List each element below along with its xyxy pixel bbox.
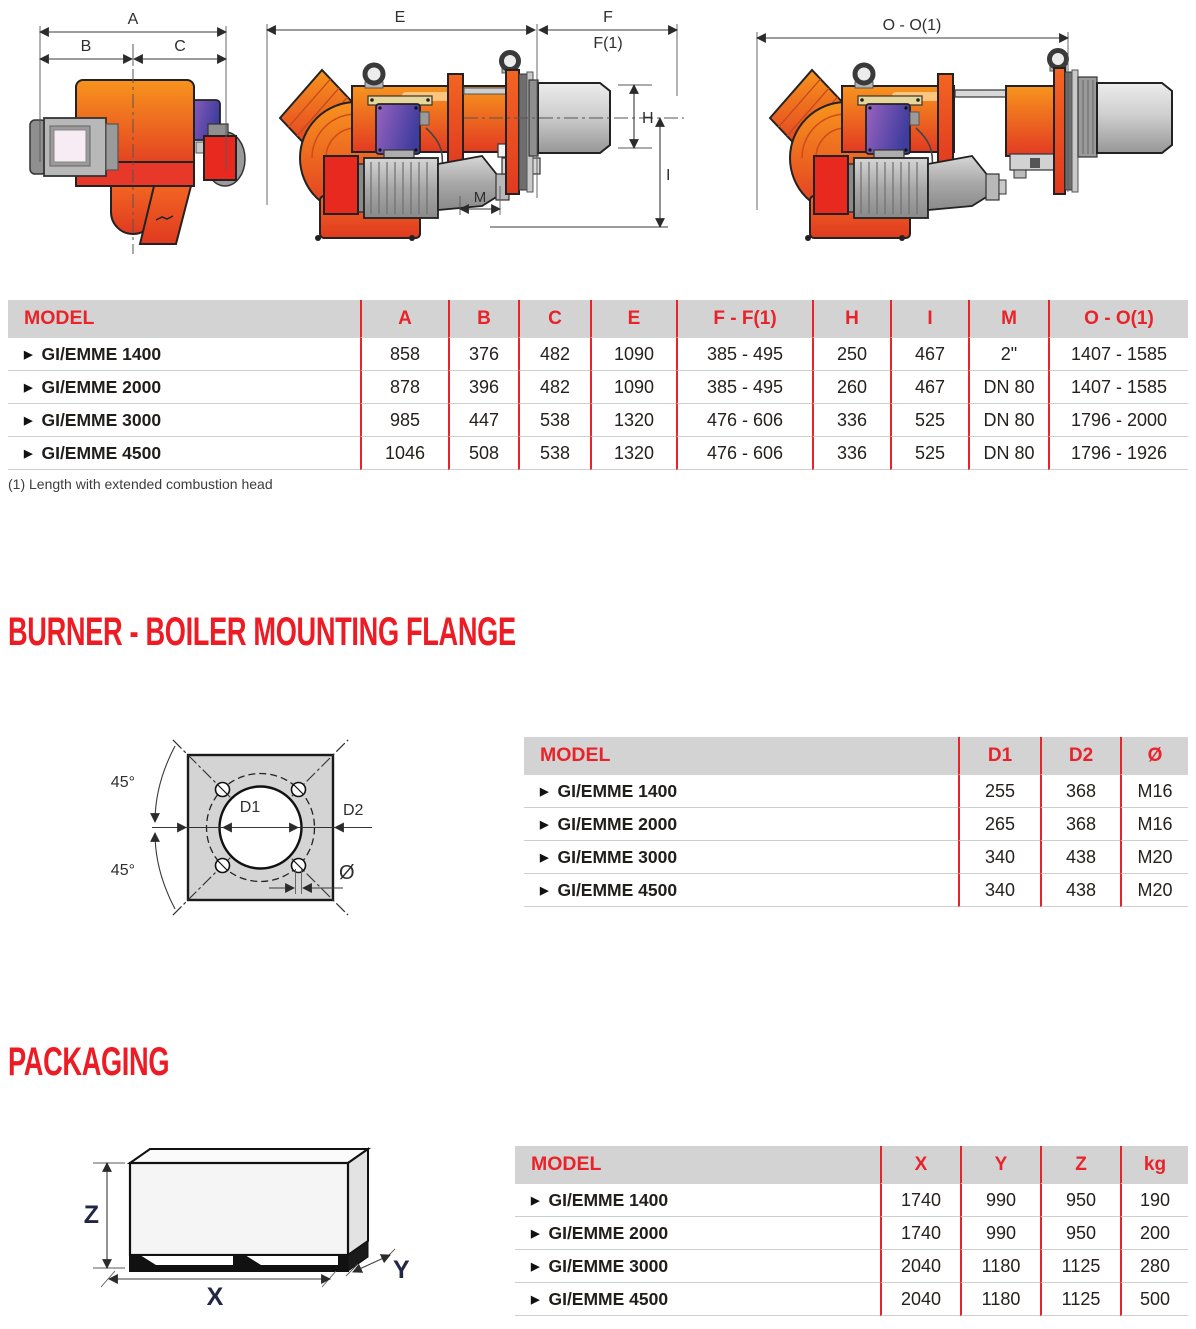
pack-x-label: X bbox=[206, 1283, 224, 1311]
value-cell: 1090 bbox=[590, 338, 676, 371]
value-cell: 438 bbox=[1040, 874, 1120, 907]
dim-label-f: F bbox=[603, 9, 613, 26]
dim-label-i: I bbox=[666, 167, 671, 184]
col-header-h: H bbox=[812, 300, 890, 338]
packaging-section-heading: PACKAGING bbox=[8, 1040, 170, 1084]
col-header-kg: kg bbox=[1120, 1146, 1188, 1184]
model-cell: ▶ GI/EMME 4500 bbox=[515, 1283, 880, 1316]
model-cell: ▶ GI/EMME 3000 bbox=[524, 841, 958, 874]
packaging-box-diagram bbox=[55, 1113, 480, 1325]
packaging-table bbox=[515, 1146, 1188, 1316]
burner-side-body bbox=[280, 53, 610, 242]
mounting-flange-diagram bbox=[55, 712, 420, 924]
dim-label-h: H bbox=[642, 110, 654, 127]
value-cell: 368 bbox=[1040, 808, 1120, 841]
dim-label-a: A bbox=[127, 11, 139, 28]
dim-label-m: M bbox=[473, 189, 487, 206]
dimensions-table bbox=[8, 300, 1188, 470]
col-header-x: X bbox=[880, 1146, 960, 1184]
value-cell: DN 80 bbox=[968, 437, 1048, 470]
value-cell: 482 bbox=[518, 338, 590, 371]
value-cell: M20 bbox=[1120, 874, 1188, 907]
value-cell: 1125 bbox=[1040, 1283, 1120, 1316]
triangle-bullet-icon: ▶ bbox=[540, 785, 549, 798]
model-cell: ▶ GI/EMME 2000 bbox=[524, 808, 958, 841]
value-cell: 1125 bbox=[1040, 1250, 1120, 1283]
model-cell: ▶ GI/EMME 2000 bbox=[8, 371, 360, 404]
value-cell: 255 bbox=[958, 775, 1040, 808]
col-header-c: C bbox=[518, 300, 590, 338]
col-header-model: MODEL bbox=[8, 300, 360, 338]
value-cell: 280 bbox=[1120, 1250, 1188, 1283]
value-cell: 525 bbox=[890, 437, 968, 470]
value-cell: 1180 bbox=[960, 1250, 1040, 1283]
value-cell: 1407 - 1585 bbox=[1048, 371, 1188, 404]
value-cell: 336 bbox=[812, 437, 890, 470]
col-header-b: B bbox=[448, 300, 518, 338]
value-cell: 950 bbox=[1040, 1184, 1120, 1217]
flange-table bbox=[524, 737, 1188, 907]
model-cell: ▶ GI/EMME 3000 bbox=[515, 1250, 880, 1283]
dim-label-o-o1: O - O(1) bbox=[882, 17, 942, 34]
value-cell: 525 bbox=[890, 404, 968, 437]
burner-extended-view-drawing bbox=[742, 0, 1194, 260]
value-cell: 878 bbox=[360, 371, 448, 404]
triangle-bullet-icon: ▶ bbox=[531, 1194, 540, 1207]
col-header-y: Y bbox=[960, 1146, 1040, 1184]
value-cell: 1796 - 2000 bbox=[1048, 404, 1188, 437]
model-cell: ▶ GI/EMME 4500 bbox=[8, 437, 360, 470]
value-cell: 396 bbox=[448, 371, 518, 404]
value-cell: 482 bbox=[518, 371, 590, 404]
burner-side-view-drawing bbox=[252, 0, 687, 260]
model-cell: ▶ GI/EMME 1400 bbox=[515, 1184, 880, 1217]
value-cell: 1320 bbox=[590, 404, 676, 437]
value-cell: 376 bbox=[448, 338, 518, 371]
flange-section-heading: BURNER - BOILER MOUNTING FLANGE bbox=[8, 610, 516, 654]
value-cell: 2" bbox=[968, 338, 1048, 371]
triangle-bullet-icon: ▶ bbox=[24, 348, 33, 361]
value-cell: 2040 bbox=[880, 1250, 960, 1283]
value-cell: M16 bbox=[1120, 775, 1188, 808]
col-header-z: Z bbox=[1040, 1146, 1120, 1184]
value-cell: 950 bbox=[1040, 1217, 1120, 1250]
value-cell: 1180 bbox=[960, 1283, 1040, 1316]
value-cell: 1740 bbox=[880, 1184, 960, 1217]
burner-extended-body bbox=[770, 51, 1172, 242]
col-header-model: MODEL bbox=[515, 1146, 880, 1184]
value-cell: 1796 - 1926 bbox=[1048, 437, 1188, 470]
col-header-o: O - O(1) bbox=[1048, 300, 1188, 338]
triangle-bullet-icon: ▶ bbox=[531, 1227, 540, 1240]
value-cell: DN 80 bbox=[968, 404, 1048, 437]
flange-hole-diameter-label: Ø bbox=[339, 862, 355, 884]
triangle-bullet-icon: ▶ bbox=[531, 1293, 540, 1306]
value-cell: 265 bbox=[958, 808, 1040, 841]
pack-y-label: Y bbox=[393, 1256, 410, 1284]
value-cell: 190 bbox=[1120, 1184, 1188, 1217]
value-cell: 336 bbox=[812, 404, 890, 437]
triangle-bullet-icon: ▶ bbox=[540, 884, 549, 897]
value-cell: 1090 bbox=[590, 371, 676, 404]
col-header-a: A bbox=[360, 300, 448, 338]
value-cell: 340 bbox=[958, 874, 1040, 907]
packaging-box bbox=[130, 1149, 368, 1271]
triangle-bullet-icon: ▶ bbox=[24, 447, 33, 460]
value-cell: 476 - 606 bbox=[676, 404, 812, 437]
value-cell: 260 bbox=[812, 371, 890, 404]
dim-label-b: B bbox=[80, 38, 92, 55]
col-header-f: F - F(1) bbox=[676, 300, 812, 338]
model-cell: ▶ GI/EMME 2000 bbox=[515, 1217, 880, 1250]
flange-d2-label: D2 bbox=[343, 802, 364, 819]
value-cell: DN 80 bbox=[968, 371, 1048, 404]
triangle-bullet-icon: ▶ bbox=[540, 818, 549, 831]
value-cell: 447 bbox=[448, 404, 518, 437]
value-cell: 368 bbox=[1040, 775, 1120, 808]
col-header-m: M bbox=[968, 300, 1048, 338]
burner-front-body bbox=[30, 80, 245, 244]
triangle-bullet-icon: ▶ bbox=[531, 1260, 540, 1273]
value-cell: 438 bbox=[1040, 841, 1120, 874]
triangle-bullet-icon: ▶ bbox=[540, 851, 549, 864]
value-cell: 2040 bbox=[880, 1283, 960, 1316]
value-cell: 985 bbox=[360, 404, 448, 437]
col-header-d2: D2 bbox=[1040, 737, 1120, 775]
value-cell: 476 - 606 bbox=[676, 437, 812, 470]
flange-d1-label: D1 bbox=[239, 799, 261, 816]
value-cell: 990 bbox=[960, 1217, 1040, 1250]
model-cell: ▶ GI/EMME 1400 bbox=[8, 338, 360, 371]
model-cell: ▶ GI/EMME 3000 bbox=[8, 404, 360, 437]
value-cell: 467 bbox=[890, 371, 968, 404]
col-header-model: MODEL bbox=[524, 737, 958, 775]
value-cell: 385 - 495 bbox=[676, 371, 812, 404]
value-cell: 858 bbox=[360, 338, 448, 371]
triangle-bullet-icon: ▶ bbox=[24, 381, 33, 394]
value-cell: 385 - 495 bbox=[676, 338, 812, 371]
pack-z-label: Z bbox=[83, 1201, 99, 1229]
col-header-d1: D1 bbox=[958, 737, 1040, 775]
value-cell: 250 bbox=[812, 338, 890, 371]
value-cell: 200 bbox=[1120, 1217, 1188, 1250]
model-cell: ▶ GI/EMME 1400 bbox=[524, 775, 958, 808]
value-cell: 340 bbox=[958, 841, 1040, 874]
col-header-diameter: Ø bbox=[1120, 737, 1188, 775]
flange-angle-bottom-label: 45° bbox=[110, 862, 135, 879]
model-cell: ▶ GI/EMME 4500 bbox=[524, 874, 958, 907]
flange-angle-top-label: 45° bbox=[110, 774, 135, 791]
value-cell: 1740 bbox=[880, 1217, 960, 1250]
dim-label-f1: F(1) bbox=[593, 35, 623, 52]
dim-label-c: C bbox=[174, 38, 186, 55]
value-cell: 508 bbox=[448, 437, 518, 470]
value-cell: M16 bbox=[1120, 808, 1188, 841]
table-footnote: (1) Length with extended combustion head bbox=[8, 476, 273, 492]
col-header-e: E bbox=[590, 300, 676, 338]
value-cell: 467 bbox=[890, 338, 968, 371]
value-cell: 500 bbox=[1120, 1283, 1188, 1316]
burner-front-view-drawing bbox=[28, 2, 243, 257]
value-cell: 1046 bbox=[360, 437, 448, 470]
triangle-bullet-icon: ▶ bbox=[24, 414, 33, 427]
value-cell: 990 bbox=[960, 1184, 1040, 1217]
value-cell: 538 bbox=[518, 404, 590, 437]
value-cell: M20 bbox=[1120, 841, 1188, 874]
dim-label-e: E bbox=[394, 9, 406, 26]
value-cell: 1407 - 1585 bbox=[1048, 338, 1188, 371]
col-header-i: I bbox=[890, 300, 968, 338]
value-cell: 1320 bbox=[590, 437, 676, 470]
value-cell: 538 bbox=[518, 437, 590, 470]
